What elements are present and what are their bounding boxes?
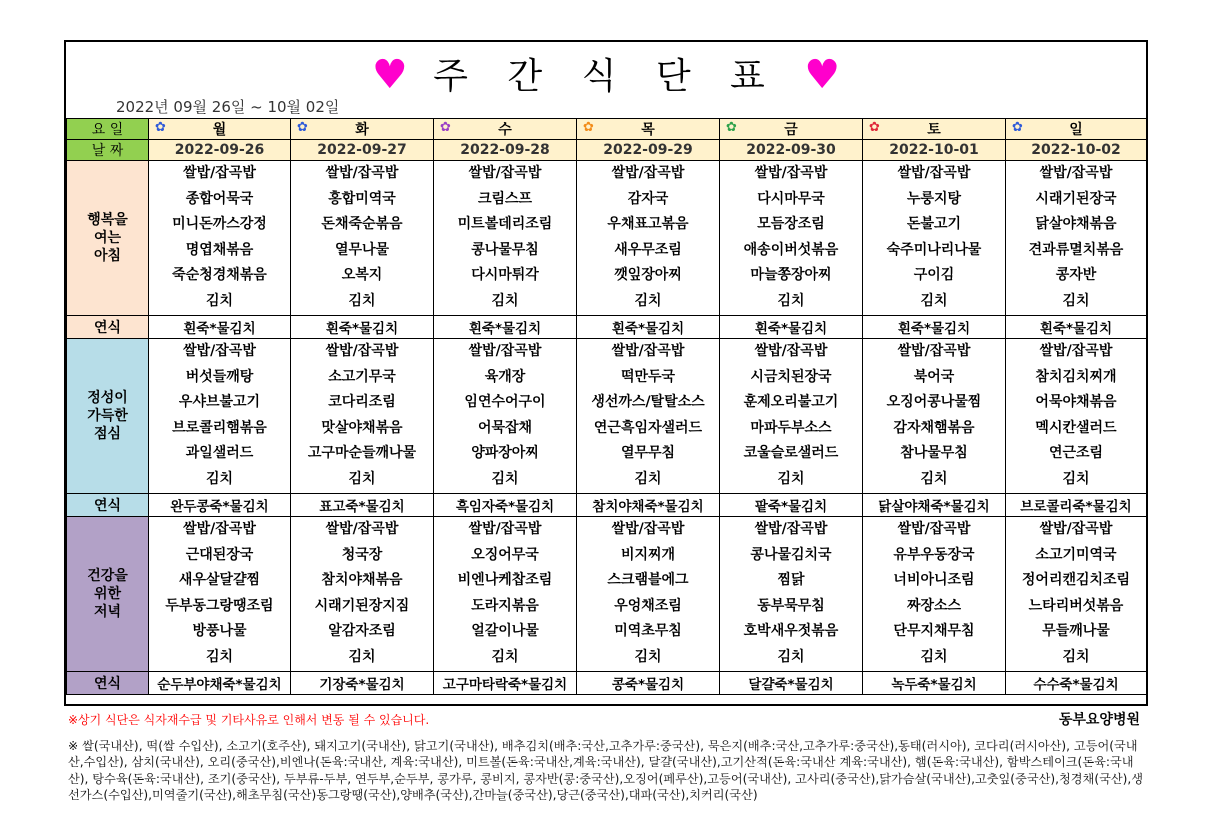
menu-item: 쌀밥/잡곡밥	[897, 521, 971, 537]
menu-item: 쌀밥/잡곡밥	[183, 165, 256, 181]
menu-item: 김치	[491, 292, 519, 309]
menu-item: 오징어무국	[471, 546, 539, 563]
menu-item: 쌀밥/잡곡밥	[325, 343, 399, 359]
menu-item: 쌀밥/잡곡밥	[611, 521, 685, 537]
day-header	[577, 119, 720, 140]
flower-icon: ✿	[440, 120, 451, 135]
menu-item: 김치	[1062, 648, 1090, 665]
menu-item: 죽순청경채볶음	[172, 267, 267, 284]
menu-item: 숙주미나리나물	[886, 241, 982, 258]
menu-item: 오징어콩나물찜	[886, 394, 982, 411]
menu-item: 견과류멸치볶음	[1028, 241, 1124, 258]
menu-item: 정어리캔김치조림	[1021, 572, 1131, 589]
menu-item: 양파장아찌	[471, 445, 539, 462]
menu-item: 소고기무국	[328, 368, 396, 385]
menu-item: 맛살야채볶음	[321, 419, 403, 436]
lunch-menu	[577, 339, 720, 494]
menu-item: 시금치된장국	[750, 368, 832, 385]
menu-item: 도라지볶음	[471, 597, 539, 614]
menu-item: 쌀밥/잡곡밥	[468, 521, 542, 537]
breakfast-snack-item: 흰죽*물김치	[149, 316, 291, 339]
lunch-snack-label: 연식	[67, 494, 149, 517]
menu-item: 쌀밥/잡곡밥	[611, 343, 685, 359]
menu-item: 김치	[634, 470, 662, 487]
menu-item: 크림스프	[477, 190, 533, 207]
menu-item: 쌀밥/잡곡밥	[325, 165, 399, 181]
menu-item: 모듬장조림	[757, 216, 825, 233]
lunch-snack-item: 브로콜리죽*물김치	[1006, 494, 1147, 517]
title-text: 주 간 식 단 표	[433, 56, 779, 97]
lunch-snack-item: 닭살야채죽*물김치	[863, 494, 1006, 517]
lunch-menu	[863, 339, 1006, 494]
breakfast-snack-item: 흰죽*물김치	[434, 316, 577, 339]
lunch-menu	[149, 339, 291, 494]
flower-icon: ✿	[869, 120, 880, 135]
day-header	[863, 119, 1006, 140]
menu-item: 우채표고볶음	[607, 216, 689, 233]
dinner-snack-item: 고구마타락죽*물김치	[434, 672, 577, 695]
menu-item: 김치	[634, 292, 662, 309]
origin-info: ※ 쌀(국내산), 떡(쌀 수입산), 소고기(호주산), 돼지고기(국내산), 닭고기(국내산), 배추김치(배추:국산,고추가루:중국산), 묵은지(배추:국산,고추가루:중국산),동태(러시아), 코다리(러시아산), 고등어(국내산,수입산), 삼치(국내산), 오리(중국산),비엔나(돈육:국내산, 계육:국내산), 미트볼(돈육:국내산,계육:국내산), 달걀(국내산),고기산적(돈육:국내산 계육:국내산), 햄(돈육:국내산), 함박스테이크(돈육:국내산), 탕수육(돈육:국내산), 조기(중국산), 두부류-두부, 연두부,순두부, 콩가루, 콩비지, 콩자반(콩:중국산),오징어(페루산),고등어(국내산), 고사리(중국산),닭가슴살(국내산),고춧잎(중국산),청경채(국산),생선가스(수입산),미역줄기(국산),해초무침(국산)동그랑땡(국산),양배추(국산),간마늘(중국산),당근(중국산),대파(국산),치커리(국산)	[68, 739, 1144, 803]
flower-icon: ✿	[1012, 120, 1023, 135]
day-name: 토	[927, 122, 941, 138]
breakfast-menu	[863, 161, 1006, 316]
menu-item: 참나물무침	[900, 445, 968, 462]
flower-icon: ✿	[726, 120, 737, 135]
day-header	[1006, 119, 1147, 140]
day-name: 일	[1069, 122, 1083, 138]
menu-item: 떡만두국	[620, 368, 676, 385]
menu-item: 깻잎장아찌	[614, 267, 682, 284]
dinner-snack-item: 달걀죽*물김치	[720, 672, 863, 695]
menu-item: 훈제오리불고기	[743, 394, 839, 411]
menu-item: 새우살달걀찜	[178, 572, 261, 589]
lunch-menu	[1006, 339, 1147, 494]
menu-item: 김치	[205, 470, 234, 487]
menu-item: 닭살야채볶음	[1035, 216, 1117, 233]
menu-item: 김치	[205, 292, 234, 309]
menu-item: 알감자조림	[328, 623, 396, 640]
menu-item: 김치	[1062, 470, 1090, 487]
breakfast-menu	[291, 161, 434, 316]
date-cell: 2022-09-27	[291, 140, 434, 161]
dinner-snack-label: 연식	[67, 672, 149, 695]
menu-item: 쌀밥/잡곡밥	[1039, 165, 1113, 181]
menu-item: 마늘쫑장아찌	[750, 267, 832, 284]
dinner-menu	[291, 517, 434, 672]
menu-item: 쌀밥/잡곡밥	[468, 343, 542, 359]
menu-item: 쌀밥/잡곡밥	[897, 165, 971, 181]
menu-item: 김치	[920, 470, 948, 487]
menu-item: 유부우동장국	[893, 546, 975, 563]
menu-item: 애송이버섯볶음	[743, 241, 839, 258]
menu-item: 우샤브불고기	[178, 394, 261, 411]
menu-item: 생선까스/탈탈소스	[591, 394, 705, 411]
breakfast-menu	[577, 161, 720, 316]
menu-item: 쌀밥/잡곡밥	[325, 521, 399, 537]
flower-icon: ✿	[297, 120, 308, 135]
menu-item: 단무지채무침	[893, 623, 975, 640]
menu-item: 어묵잡채	[477, 419, 533, 436]
dinner-menu	[577, 517, 720, 672]
flower-icon: ✿	[155, 120, 166, 135]
menu-item: 쌀밥/잡곡밥	[897, 343, 971, 359]
heart-icon: ♥	[804, 52, 841, 98]
menu-item: 김치	[1062, 292, 1090, 309]
hospital-name: 동부요양병원	[1058, 712, 1140, 728]
menu-item: 누룽지탕	[906, 190, 962, 207]
menu-item: 시래기된장국	[1035, 190, 1117, 207]
breakfast-label: 행복을 여는 아침	[67, 161, 149, 316]
menu-item: 다시마튀각	[471, 267, 539, 284]
menu-item: 돈불고기	[906, 216, 962, 233]
dinner-label: 건강을 위한 저녁	[67, 517, 149, 672]
menu-item: 비엔나케찹조림	[457, 572, 553, 589]
menu-item: 마파두부소스	[750, 419, 832, 436]
menu-item: 북어국	[913, 368, 955, 385]
lunch-menu	[291, 339, 434, 494]
menu-item: 얼갈이나물	[471, 623, 539, 640]
menu-item: 김치	[348, 470, 376, 487]
lunch-menu	[434, 339, 577, 494]
menu-item: 돈채죽순볶음	[321, 216, 403, 233]
lunch-label: 정성이 가득한 점심	[67, 339, 149, 494]
menu-item: 열무무침	[620, 445, 676, 462]
menu-item: 비지찌개	[620, 546, 676, 563]
date-cell: 2022-09-30	[720, 140, 863, 161]
dinner-menu	[720, 517, 863, 672]
menu-item: 구이김	[913, 267, 955, 284]
menu-item: 참치야채볶음	[321, 572, 403, 589]
date-cell: 2022-10-02	[1006, 140, 1147, 161]
breakfast-menu	[149, 161, 291, 316]
menu-item: 쌀밥/잡곡밥	[183, 521, 256, 537]
date-label: 날 짜	[67, 140, 149, 161]
menu-item: 어묵야채볶음	[1035, 394, 1117, 411]
day-label: 요 일	[67, 119, 149, 140]
breakfast-snack-item: 흰죽*물김치	[577, 316, 720, 339]
menu-item: 김치	[348, 292, 376, 309]
day-header	[720, 119, 863, 140]
menu-item: 김치	[920, 292, 948, 309]
menu-item: 버섯들깨탕	[185, 368, 254, 385]
menu-item: 시래기된장지짐	[314, 597, 410, 614]
breakfast-snack-label: 연식	[67, 316, 149, 339]
breakfast-snack-item: 흰죽*물김치	[720, 316, 863, 339]
menu-item: 스크램블에그	[607, 572, 689, 589]
menu-item: 쌀밥/잡곡밥	[183, 343, 256, 359]
breakfast-menu	[720, 161, 863, 316]
menu-item: 김치	[777, 292, 805, 309]
breakfast-snack-item: 흰죽*물김치	[1006, 316, 1147, 339]
menu-item: 미니돈까스강정	[172, 216, 267, 233]
menu-item: 과일샐러드	[185, 445, 254, 462]
menu-item: 쌀밥/잡곡밥	[754, 343, 828, 359]
menu-item: 명엽채볶음	[185, 241, 254, 258]
lunch-snack-item: 표고죽*물김치	[291, 494, 434, 517]
day-name: 화	[355, 122, 369, 138]
lunch-menu	[720, 339, 863, 494]
menu-item: 미트볼데리조림	[457, 216, 553, 233]
dinner-menu	[149, 517, 291, 672]
menu-item: 홍합미역국	[328, 190, 396, 207]
breakfast-snack-item: 흰죽*물김치	[863, 316, 1006, 339]
date-cell: 2022-09-29	[577, 140, 720, 161]
menu-item: 쌀밥/잡곡밥	[611, 165, 685, 181]
menu-item: 육개장	[484, 368, 526, 385]
menu-item: 두부동그랑땡조림	[165, 597, 274, 614]
menu-item: 고구마순들깨나물	[307, 445, 417, 462]
menu-item: 김치	[920, 648, 948, 665]
day-name: 금	[784, 122, 798, 138]
menu-item: 종합어묵국	[185, 190, 254, 207]
flower-icon: ✿	[583, 120, 594, 135]
menu-item: 너비아니조림	[893, 572, 975, 589]
menu-item: 김치	[777, 648, 805, 665]
menu-item: 호박새우젓볶음	[743, 623, 839, 640]
menu-item: 감자국	[627, 190, 669, 207]
menu-item: 김치	[634, 648, 662, 665]
day-header	[291, 119, 434, 140]
breakfast-menu	[434, 161, 577, 316]
day-header	[434, 119, 577, 140]
dinner-snack-item: 콩죽*물김치	[577, 672, 720, 695]
menu-item: 감자채햄볶음	[893, 419, 975, 436]
menu-item: 김치	[777, 470, 805, 487]
menu-frame	[64, 40, 1148, 706]
menu-item: 청국장	[341, 546, 383, 563]
menu-item: 김치	[205, 648, 234, 665]
title-area	[66, 42, 1146, 118]
dinner-menu	[434, 517, 577, 672]
menu-item: 새우무조림	[614, 241, 682, 258]
menu-item: 콩나물무침	[471, 241, 539, 258]
menu-item: 방풍나물	[192, 623, 247, 640]
heart-icon: ♥	[371, 52, 408, 98]
menu-item: 찜닭	[777, 572, 805, 589]
menu-item: 김치	[348, 648, 376, 665]
menu-item: 연근조림	[1048, 445, 1104, 462]
lunch-snack-item: 참치야채죽*물김치	[577, 494, 720, 517]
date-cell: 2022-10-01	[863, 140, 1006, 161]
menu-item: 동부묵무침	[757, 597, 825, 614]
menu-item: 다시마무국	[757, 190, 825, 207]
menu-item: 브로콜리햄볶음	[172, 419, 267, 436]
date-range: 2022년 09월 26일 ~ 10월 02일	[116, 98, 340, 116]
menu-item: 김치	[491, 648, 519, 665]
day-header	[149, 119, 291, 140]
date-cell: 2022-09-26	[149, 140, 291, 161]
menu-item: 미역초무침	[614, 623, 682, 640]
menu-item: 오복지	[341, 267, 383, 284]
menu-item: 근대된장국	[185, 546, 254, 563]
menu-item: 쌀밥/잡곡밥	[754, 165, 828, 181]
lunch-snack-item: 흑임자죽*물김치	[434, 494, 577, 517]
menu-item: 짜장소스	[906, 597, 962, 614]
date-cell: 2022-09-28	[434, 140, 577, 161]
menu-item: 우엉채조림	[614, 597, 682, 614]
dinner-menu	[863, 517, 1006, 672]
menu-item: 연근흑임자샐러드	[593, 419, 703, 436]
menu-item: 느타리버섯볶음	[1028, 597, 1124, 614]
menu-item: 열무나물	[334, 241, 390, 258]
day-name: 목	[641, 122, 655, 138]
day-name: 월	[212, 122, 227, 138]
change-notice: ※상기 식단은 식자재수급 및 기타사유로 인해서 변동 될 수 있습니다.	[68, 713, 430, 727]
menu-item: 무들깨나물	[1042, 623, 1110, 640]
lunch-snack-item: 완두콩죽*물김치	[149, 494, 291, 517]
day-name: 수	[498, 122, 512, 138]
menu-table	[66, 118, 1147, 695]
breakfast-snack-item: 흰죽*물김치	[291, 316, 434, 339]
dinner-menu	[1006, 517, 1147, 672]
menu-item: 쌀밥/잡곡밥	[468, 165, 542, 181]
menu-item: 콩자반	[1055, 267, 1097, 284]
menu-item: 쌀밥/잡곡밥	[754, 521, 828, 537]
menu-item: 참치김치찌개	[1035, 368, 1117, 385]
menu-item: 코다리조림	[328, 394, 396, 411]
dinner-snack-item: 녹두죽*물김치	[863, 672, 1006, 695]
breakfast-menu	[1006, 161, 1147, 316]
page-title	[66, 48, 1146, 99]
menu-item: 콩나물김치국	[750, 546, 832, 563]
menu-item: 소고기미역국	[1035, 546, 1117, 563]
menu-item: 김치	[491, 470, 519, 487]
dinner-snack-item: 순두부야채죽*물김치	[149, 672, 291, 695]
lunch-snack-item: 팥죽*물김치	[720, 494, 863, 517]
dinner-snack-item: 기장죽*물김치	[291, 672, 434, 695]
menu-item: 쌀밥/잡곡밥	[1039, 343, 1113, 359]
dinner-snack-item: 수수죽*물김치	[1006, 672, 1147, 695]
menu-item: 임연수어구이	[464, 394, 546, 411]
menu-item: 쌀밥/잡곡밥	[1039, 521, 1113, 537]
menu-item: 멕시칸샐러드	[1035, 419, 1117, 436]
menu-item: 코울슬로샐러드	[743, 445, 839, 462]
